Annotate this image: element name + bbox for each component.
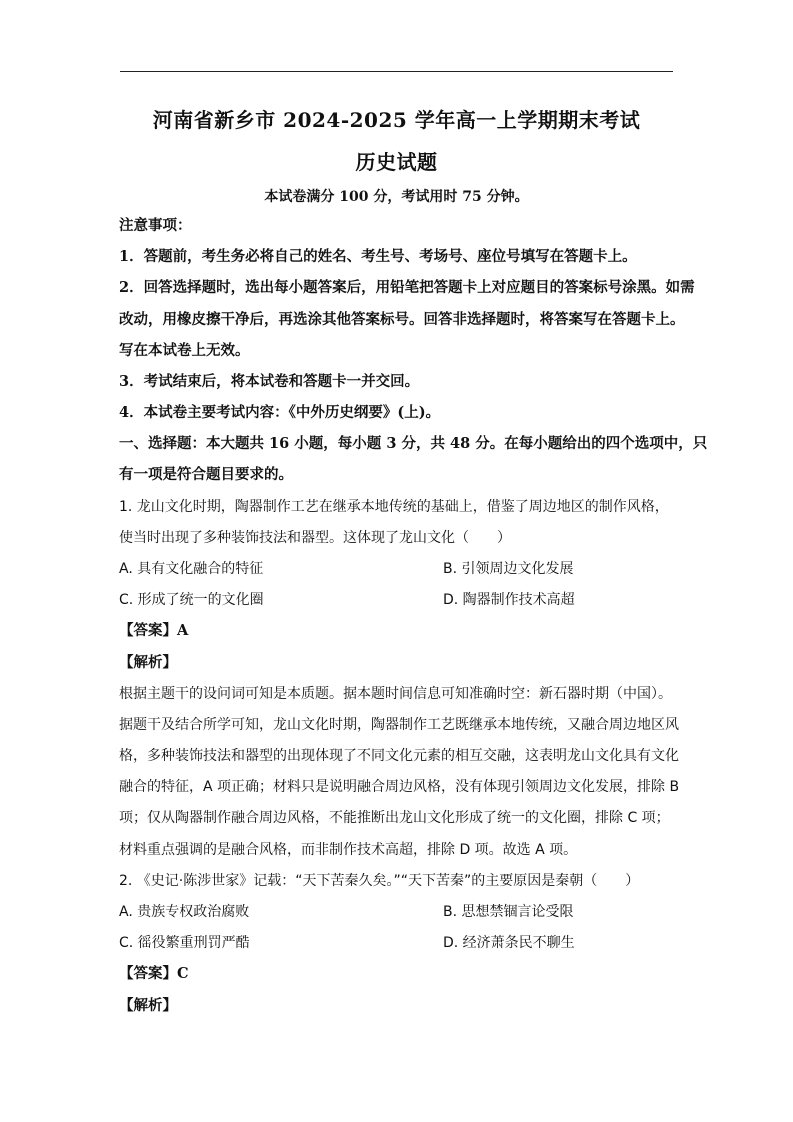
q1-stem-line-1: 1. 龙山文化时期，陶器制作工艺在继承本地传统的基础上，借鉴了周边地区的制作风格， [119, 499, 669, 515]
q1-analysis-line-4: 融合的特征，A 项正确；材料只是说明融合周边风格，没有体现引领周边文化发展，排除 B [119, 779, 680, 795]
q1-analysis-line-1: 根据主题干的设问词可知是本质题。据本题时间信息可知准确时空：新石器时期（中国）。 [119, 686, 672, 702]
q1-option-c: C. 形成了统一的文化圈 [119, 592, 264, 608]
q1-analysis-line-2: 据题干及结合所学可知，龙山文化时期，陶器制作工艺既继承本地传统，又融合周边地区风 [119, 717, 679, 733]
q1-analysis-label: 【解析】 [119, 654, 177, 671]
q1-option-a: A. 具有文化融合的特征 [119, 561, 264, 577]
note-item-1: 1．答题前，考生务必将自己的姓名、考生号、考场号、座位号填写在答题卡上。 [119, 248, 637, 265]
q1-stem-line-2: 使当时出现了多种装饰技法和器型。这体现了龙山文化（ ） [119, 530, 511, 546]
q1-analysis-line-5: 项；仅从陶器制作融合周边风格，不能推断出龙山文化形成了统一的文化圈，排除 C 项； [119, 810, 670, 826]
subject-title: 历史试题 [355, 150, 438, 174]
q2-option-b: B. 思想禁锢言论受限 [443, 904, 574, 920]
exam-info: 本试卷满分 100 分，考试用时 75 分钟。 [264, 189, 529, 205]
q1-analysis-line-3: 格，多种装饰技法和器型的出现体现了不同文化元素的相互交融，这表明龙山文化具有文化 [119, 748, 679, 764]
q1-option-d: D. 陶器制作技术高超 [443, 592, 575, 608]
q2-option-d: D. 经济萧条民不聊生 [443, 935, 575, 951]
section-heading-line-1: 一、选择题：本大题共 16 小题，每小题 3 分，共 48 分。在每小题给出的四个选项中，只 [119, 435, 708, 452]
note-item-4: 4．本试卷主要考试内容：《中外历史纲要》(上)。 [119, 404, 441, 421]
note-item-3: 3．考试结束后，将本试卷和答题卡一并交回。 [119, 373, 420, 390]
note-item-2-line-2: 改动，用橡皮擦干净后，再选涂其他答案标号。回答非选择题时，将答案写在答题卡上。 [119, 311, 685, 328]
q2-analysis-label: 【解析】 [119, 997, 177, 1014]
section-heading-line-2: 有一项是符合题目要求的。 [119, 466, 293, 483]
q1-analysis-line-6: 材料重点强调的是融合风格，而非制作技术高超，排除 D 项。故选 A 项。 [119, 842, 578, 858]
q2-answer: 【答案】C [119, 965, 189, 982]
q2-stem-line-1: 2. 《史记·陈涉世家》记载：“天下苦秦久矣。”“天下苦秦”的主要原因是秦朝（ ） [119, 873, 640, 889]
q2-option-c: C. 徭役繁重刑罚严酷 [119, 935, 250, 951]
note-item-2-line-3: 写在本试卷上无效。 [119, 342, 250, 359]
exam-title: 河南省新乡市 2024-2025 学年高一上学期期末考试 [152, 108, 641, 132]
q1-answer: 【答案】A [119, 622, 189, 639]
q1-option-b: B. 引领周边文化发展 [443, 561, 574, 577]
note-item-2-line-1: 2．回答选择题时，选出每小题答案后，用铅笔把答题卡上对应题目的答案标号涂黑。如需 [119, 279, 695, 296]
q2-option-a: A. 贵族专权政治腐败 [119, 904, 250, 920]
header-rule [120, 71, 673, 72]
notes-heading: 注意事项： [119, 217, 192, 234]
